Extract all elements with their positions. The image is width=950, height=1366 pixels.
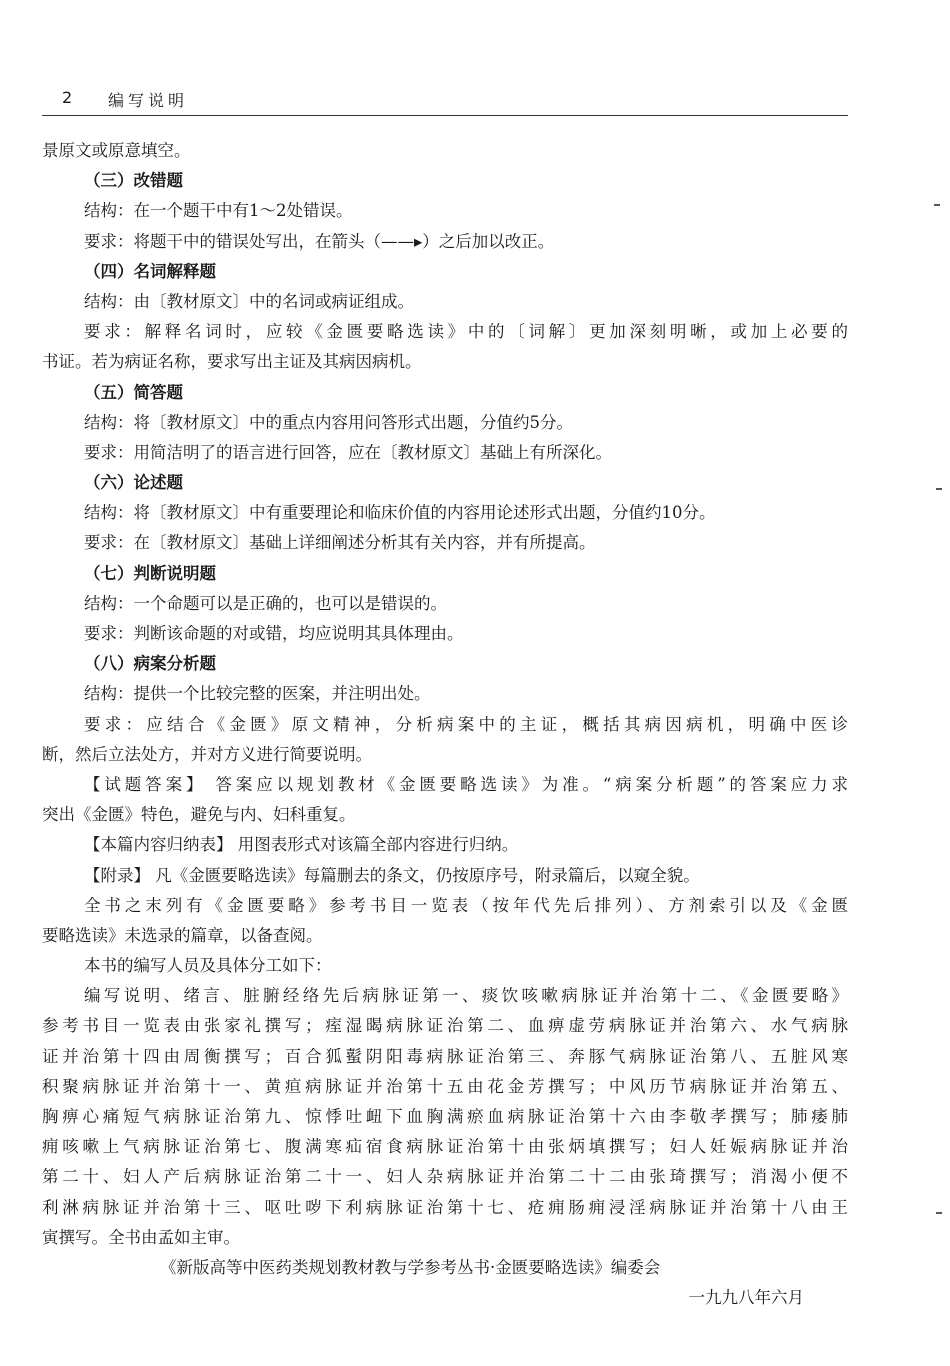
text-line: 结构：将〔教材原文〕中有重要理论和临床价值的内容用论述形式出题，分值约10分。 bbox=[84, 503, 716, 523]
text-line: 要求：用简洁明了的语言进行回答，应在〔教材原文〕基础上有所深化。 bbox=[84, 442, 612, 462]
section-heading: （八）病案分析题 bbox=[84, 654, 216, 674]
section-heading: （四）名词解释题 bbox=[84, 261, 216, 281]
text-line: 结构：在一个题干中有1～2处错误。 bbox=[84, 201, 353, 221]
body-text bbox=[42, 136, 848, 1313]
section-heading: （三）改错题 bbox=[84, 171, 183, 191]
text-line: 积聚病脉证并治第十一、黄疸病脉证并治第十五由花金芳撰写；中风历节病脉证并治第五、 bbox=[42, 1076, 848, 1096]
text-line: 全书之末列有《金匮要略》参考书目一览表（按年代先后排列）、方剂索引以及《金匮 bbox=[84, 895, 848, 915]
text-line: 要略选读》未选录的篇章，以备查阅。 bbox=[42, 925, 323, 945]
text-line: 第二十、妇人产后病脉证治第二十一、妇人杂病脉证并治第二十二由张琦撰写；消渴小便不 bbox=[42, 1167, 848, 1187]
text-line: 结构：提供一个比较完整的医案，并注明出处。 bbox=[84, 684, 431, 704]
text-line: 突出《金匮》特色，避免与内、妇科重复。 bbox=[42, 805, 356, 825]
text-line: 【附录】 凡《金匮要略选读》每篇删去的条文，仍按原序号，附录篇后，以窥全貌。 bbox=[84, 865, 700, 885]
text-line: 景原文或原意填空。 bbox=[42, 141, 191, 160]
scan-mark bbox=[936, 1212, 942, 1214]
text-line: 编写说明、绪言、脏腑经络先后病脉证第一、痰饮咳嗽病脉证并治第十二、《金匮要略》 bbox=[84, 986, 848, 1006]
header-rule bbox=[42, 115, 848, 116]
section-heading: （六）论述题 bbox=[84, 473, 183, 493]
scan-mark bbox=[934, 204, 940, 206]
text-line: 结构：一个命题可以是正确的，也可以是错误的。 bbox=[84, 593, 447, 613]
text-line: 要求：应结合《金匮》原文精神，分析病案中的主证，概括其病因病机，明确中医诊 bbox=[84, 714, 848, 734]
section-heading: （五）简答题 bbox=[84, 382, 183, 402]
text-line: 【试题答案】 答案应以规划教材《金匮要略选读》为准。“病案分析题”的答案应力求 bbox=[84, 774, 848, 794]
text-line: 参考书目一览表由张家礼撰写；痓湿暍病脉证治第二、血痹虚劳病脉证并治第六、水气病脉 bbox=[42, 1016, 848, 1036]
editorial-signature: 《新版高等中医药类规划教材教与学参考丛书·金匮要略选读》编委会 bbox=[160, 1257, 661, 1277]
text-line: 要求：在〔教材原文〕基础上详细阐述分析其有关内容，并有所提高。 bbox=[84, 533, 596, 553]
text-line: 本书的编写人员及具体分工如下： bbox=[84, 956, 332, 976]
text-line: 胸痹心痛短气病脉证治第九、惊悸吐衄下血胸满瘀血病脉证治第十六由李敬孝撰写；肺痿肺 bbox=[42, 1107, 848, 1126]
text-line: 结构：将〔教材原文〕中的重点内容用问答形式出题，分值约5分。 bbox=[84, 412, 573, 432]
page-number: 2 bbox=[62, 88, 73, 107]
section-heading: （七）判断说明题 bbox=[84, 563, 216, 583]
text-line: 断，然后立法处方，并对方义进行简要说明。 bbox=[42, 744, 372, 764]
text-line: 结构：由〔教材原文〕中的名词或病证组成。 bbox=[84, 291, 414, 311]
running-title: 编写说明 bbox=[108, 91, 189, 110]
text-line: 寅撰写。全书由孟如主审。 bbox=[42, 1227, 240, 1247]
page-header bbox=[62, 86, 847, 112]
text-line: 要求：判断该命题的对或错，均应说明其具体理由。 bbox=[84, 624, 464, 643]
text-line: 利淋病脉证并治第十三、呕吐哕下利病脉证治第十七、疮痈肠痈浸淫病脉证并治第十八由王 bbox=[42, 1197, 848, 1217]
text-line: 痈咳嗽上气病脉证治第七、腹满寒疝宿食病脉证治第十由张炳填撰写；妇人妊娠病脉证并治 bbox=[42, 1137, 848, 1157]
scan-mark bbox=[936, 488, 942, 490]
text-line: 要求：解释名词时，应较《金匮要略选读》中的〔词解〕更加深刻明晰，或加上必要的 bbox=[84, 322, 848, 342]
text-line: 书证。若为病证名称，要求写出主证及其病因病机。 bbox=[42, 352, 422, 372]
text-line: 证并治第十四由周衡撰写；百合狐蟚阴阳毒病脉证治第三、奔豚气病脉证治第八、五脏风寒 bbox=[42, 1046, 848, 1066]
text-line: 【本篇内容归纳表】 用图表形式对该篇全部内容进行归纳。 bbox=[84, 835, 519, 855]
text-line: 要求：将题干中的错误处写出，在箭头（——▸）之后加以改正。 bbox=[84, 231, 555, 251]
publication-date: 一九九八年六月 bbox=[688, 1288, 804, 1308]
